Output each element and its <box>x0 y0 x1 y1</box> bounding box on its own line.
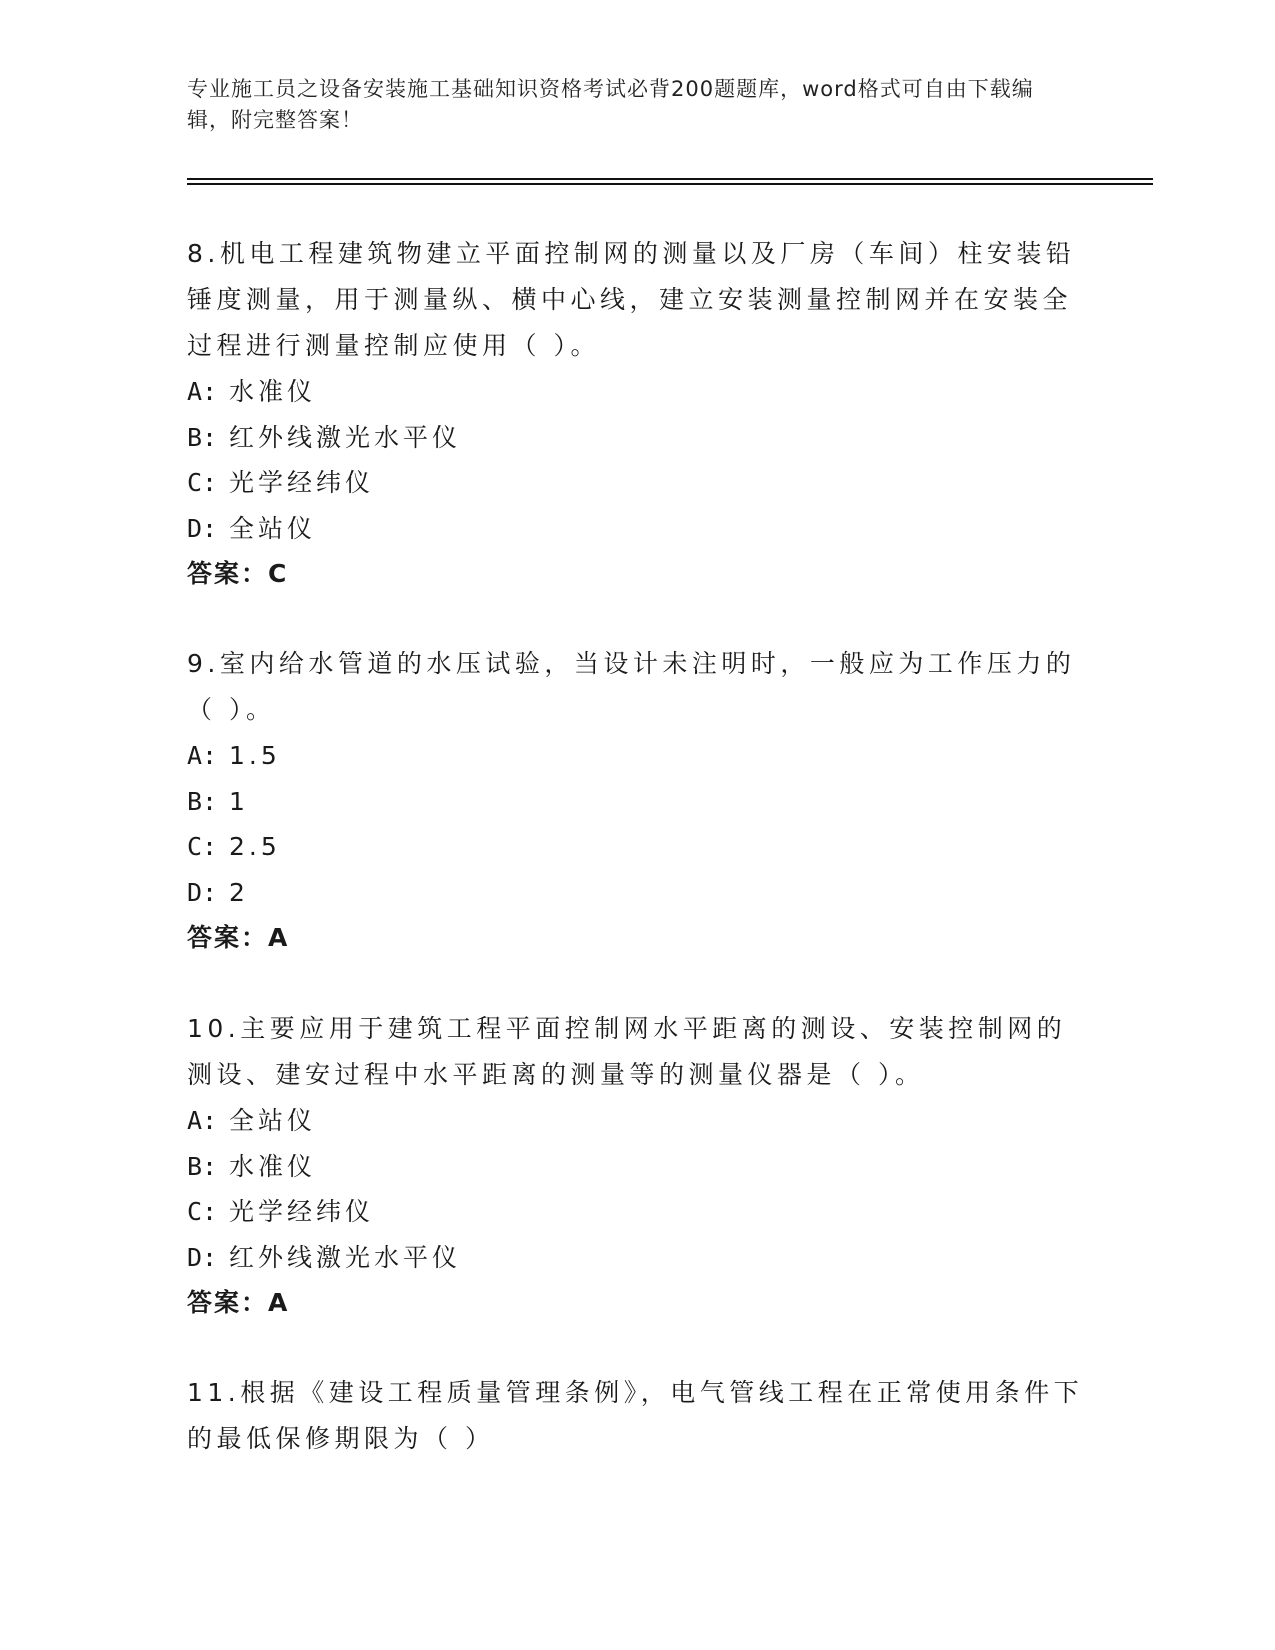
option-key: B: <box>187 422 218 452</box>
option-value: 水准仪 <box>229 377 317 406</box>
option-value: 2.5 <box>229 832 281 861</box>
question-11 <box>187 1370 1087 1462</box>
question-text: 9.室内给水管道的水压试验，当设计未注明时，一般应为工作压力的（ ）。 <box>187 649 1076 724</box>
option-c <box>187 824 1087 870</box>
option-c <box>187 1189 1087 1235</box>
option-d <box>187 506 1087 552</box>
question-10 <box>187 1006 1087 1326</box>
question-9 <box>187 641 1087 961</box>
option-value: 全站仪 <box>229 1106 317 1135</box>
option-a <box>187 733 1087 779</box>
option-key: A: <box>187 741 218 770</box>
answer-line: 答案：C <box>187 559 289 588</box>
option-value: 1.5 <box>229 741 281 770</box>
option-value: 红外线激光水平仪 <box>229 1242 462 1272</box>
option-key: A: <box>187 377 218 406</box>
option-value: 水准仪 <box>229 1151 317 1181</box>
option-key: C: <box>187 1197 218 1226</box>
question-text: 11.根据《建设工程质量管理条例》，电气管线工程在正常使用条件下的最低保修期限为（ ） <box>187 1378 1084 1453</box>
option-key: B: <box>187 1151 218 1181</box>
option-a <box>187 1098 1087 1144</box>
option-key: D: <box>187 513 218 543</box>
option-value: 全站仪 <box>229 513 317 543</box>
option-c <box>187 460 1087 506</box>
question-text: 8.机电工程建筑物建立平面控制网的测量以及厂房（车间）柱安装铅锤度测量，用于测量纵、横中心线，建立安装测量控制网并在安装全过程进行测量控制应使用（ ）。 <box>187 239 1076 360</box>
answer-line: 答案：A <box>187 1288 290 1317</box>
question-8 <box>187 231 1087 597</box>
option-value: 1 <box>229 786 249 816</box>
header-divider-top <box>187 178 1153 180</box>
option-value: 光学经纬仪 <box>229 1197 375 1226</box>
option-key: D: <box>187 1242 218 1272</box>
option-key: C: <box>187 832 218 861</box>
document-header: 专业施工员之设备安装施工基础知识资格考试必背200题题库，word格式可自由下载编辑，附完整答案！ <box>187 77 1034 132</box>
option-value: 2 <box>229 877 249 907</box>
option-key: A: <box>187 1106 218 1135</box>
option-key: B: <box>187 786 218 816</box>
option-d <box>187 1235 1087 1281</box>
option-b <box>187 779 1087 825</box>
option-a <box>187 369 1087 415</box>
answer-line: 答案：A <box>187 923 290 952</box>
option-key: C: <box>187 468 218 497</box>
question-text: 10.主要应用于建筑工程平面控制网水平距离的测设、安装控制网的测设、建安过程中水平距离的测量等的测量仪器是（ ）。 <box>187 1014 1067 1089</box>
option-key: D: <box>187 877 218 907</box>
option-value: 红外线激光水平仪 <box>229 422 462 452</box>
option-b <box>187 415 1087 461</box>
option-value: 光学经纬仪 <box>229 468 375 497</box>
option-b <box>187 1144 1087 1190</box>
option-d <box>187 870 1087 916</box>
header-divider-bottom <box>187 183 1153 185</box>
